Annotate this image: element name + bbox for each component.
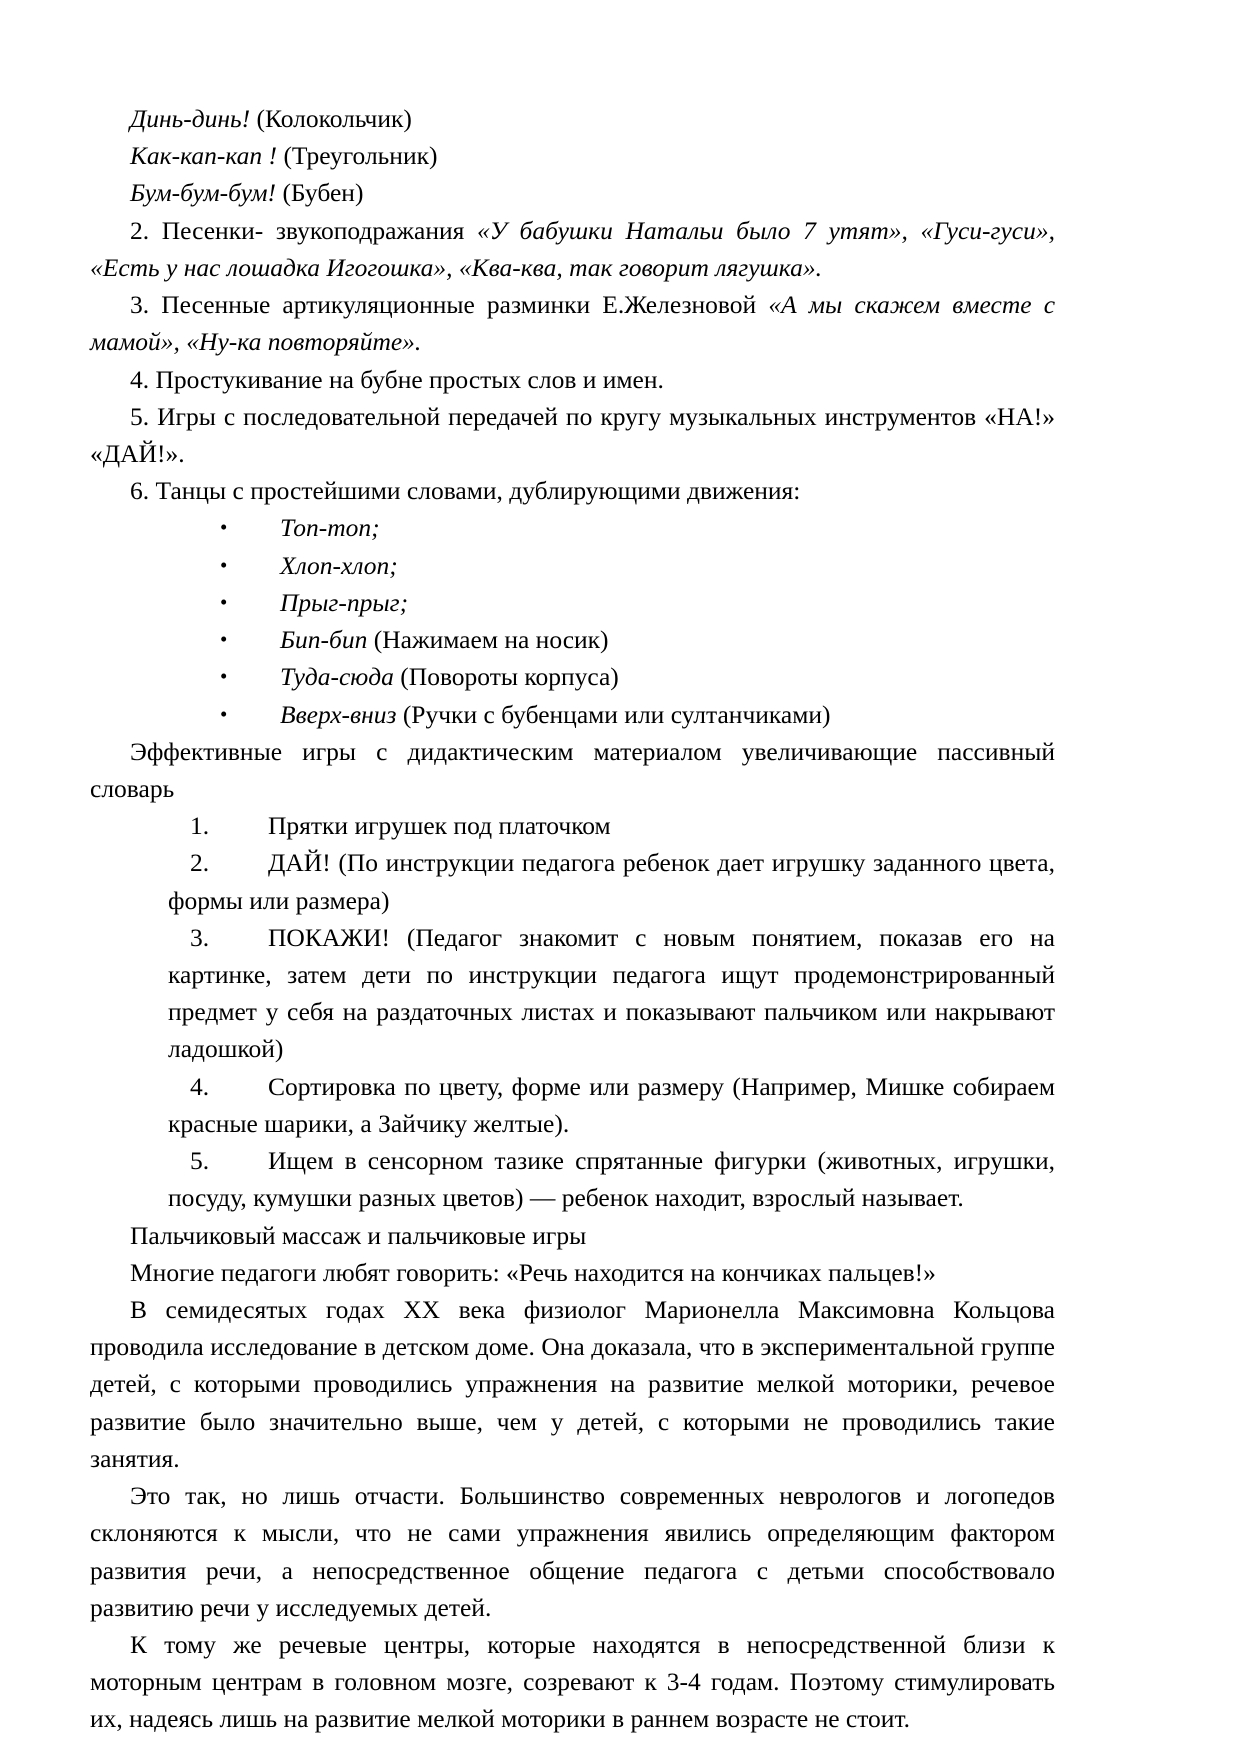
list-lead-text: Песенные артикуляционные разминки Е.Железновой: [149, 290, 769, 320]
list-item: [90, 658, 1055, 695]
list-item: [90, 547, 1055, 584]
list-item: [90, 621, 1055, 658]
list-item-text: Ищем в сенсорном тазике спрятанные фигурки (животных, игрушки, посуду, кумушки разных цветов) — ребенок находит, взрослый называет.: [168, 1146, 1055, 1213]
dance-word: Вверх-вниз: [280, 699, 397, 729]
onomatopoeia-emphasis: Динь-динь!: [130, 104, 251, 133]
list-number: 4.: [190, 1071, 210, 1101]
list-item: [168, 844, 1055, 918]
list-number: 2.: [190, 848, 210, 878]
numbered-paragraph-4: [90, 361, 1055, 398]
list-number: 3.: [130, 290, 150, 320]
song-titles: «А мы скажем вместе с мамой», «Ну-ка повторяйте».: [90, 290, 1056, 357]
dance-word: Туда-сюда: [280, 662, 394, 692]
list-number: 3.: [190, 922, 210, 952]
onomatopoeia-emphasis: Бум-бум-бум!: [130, 178, 277, 208]
body-paragraph-koltsova: В семидесятых годах XX века физиолог Марионелла Максимовна Кольцова проводила исследование в детском доме. Она доказала, что в экспериментальной группе детей, с которыми проводились упражнения на развитие мелкой моторики, речевое развитие было значительно выше, чем у детей, с которыми не проводились такие занятия.: [90, 1295, 1055, 1473]
list-number: 5.: [190, 1146, 210, 1176]
list-number: 6.: [130, 476, 150, 506]
dance-note: (Ручки с бубенцами или султанчиками): [396, 699, 831, 729]
onomatopoeia-instrument: (Треугольник): [277, 141, 438, 171]
list-lead-text: Игры с последовательной передачей по кругу музыкальных инструментов «НА!» «ДАЙ!».: [90, 401, 1055, 468]
list-item: [168, 807, 1055, 844]
dance-word: Топ-топ;: [280, 513, 380, 543]
didactic-heading: Эффективные игры с дидактическим материалом увеличивающие пассивный словарь: [90, 736, 1055, 803]
list-item: [90, 584, 1055, 621]
list-number: 2.: [130, 215, 150, 245]
list-item-text: ДАЙ! (По инструкции педагога ребенок дает игрушку заданного цвета, формы или размера): [168, 848, 1055, 915]
list-item-text: ПОКАЖИ! (Педагог знакомит с новым понятием, показав его на картинке, затем дети по инструкции педагога ищут продемонстрированный предмет у себя на раздаточных листах и показывают пальчиком или накрывают ладошкой): [168, 922, 1055, 1064]
dance-word: Хлоп-хлоп;: [280, 550, 398, 580]
dance-note: (Повороты корпуса): [393, 662, 619, 692]
finger-massage-heading: Пальчиковый массаж и пальчиковые игры: [130, 1220, 587, 1250]
onomatopoeia-line: [90, 174, 1055, 211]
dance-word: Прыг-прыг;: [280, 587, 409, 617]
list-item: [168, 919, 1055, 1068]
onomatopoeia-instrument: (Бубен): [276, 178, 364, 208]
song-titles: «У бабушки Натальи было 7 утят», «Гуси-гуси», «Есть у нас лошадка Игогошка», «Ква-ква, так говорит лягушка».: [90, 215, 1055, 282]
quote-line: Многие педагоги любят говорить: «Речь находится на кончиках пальцев!»: [130, 1257, 936, 1287]
numbered-paragraph-5: [90, 398, 1055, 472]
list-lead-text: Простукивание на бубне простых слов и имен.: [149, 364, 664, 394]
list-number: 4.: [130, 364, 150, 394]
list-lead-text: Песенки- звукоподражания: [149, 215, 477, 245]
list-item: [168, 1142, 1055, 1216]
onomatopoeia-emphasis: Как-кап-кап !: [130, 141, 278, 171]
list-number: 1.: [190, 811, 210, 841]
numbered-paragraph-2: [90, 212, 1055, 286]
dance-words-list: [90, 509, 1055, 732]
document-body: [90, 100, 1055, 1738]
list-lead-text: Танцы с простейшими словами, дублирующими движения:: [149, 476, 801, 506]
list-item: [90, 509, 1055, 546]
body-paragraph-neurologists: Это так, но лишь отчасти. Большинство современных неврологов и логопедов склоняются к мысли, что не сами упражнения явились определяющим фактором развития речи, а непосредственное общение педагога с детьми способствовало развитию речи у исследуемых детей.: [90, 1481, 1055, 1622]
onomatopoeia-line: [90, 137, 1055, 174]
numbered-paragraph-6: [90, 472, 1055, 509]
dance-word: Бип-бип: [280, 625, 368, 655]
list-number: 5.: [130, 401, 150, 431]
list-item: [90, 696, 1055, 733]
dance-note: (Нажимаем на носик): [367, 625, 609, 655]
list-item: [168, 1068, 1055, 1142]
onomatopoeia-line: [90, 100, 1055, 137]
list-item-text: Сортировка по цвету, форме или размеру (Например, Мишке собираем красные шарики, а Зайчику желтые).: [168, 1071, 1055, 1138]
onomatopoeia-instrument: (Колокольчик): [250, 104, 412, 133]
didactic-games-list: [90, 807, 1055, 1216]
list-item-text: Прятки игрушек под платочком: [268, 811, 611, 841]
body-paragraph-speech-centers: К тому же речевые центры, которые находятся в непосредственной близи к моторным центрам в головном мозге, созревают к 3-4 годам. Поэтому стимулировать их, надеясь лишь на развитие мелкой моторики в раннем возрасте не стоит.: [90, 1629, 1055, 1734]
numbered-paragraph-3: [90, 286, 1055, 360]
